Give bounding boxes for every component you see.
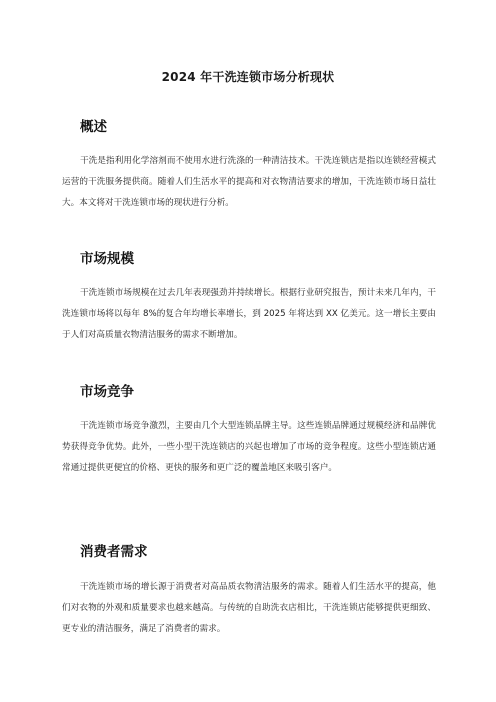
section-body-competition: 干洗连锁市场竞争激烈，主要由几个大型连锁品牌主导。这些连锁品牌通过规模经济和品牌优势获得竞争优势。此外，一些小型干洗连锁店的兴起也增加了市场的竞争程度。这些小型连锁店通常通过提供更便宜的价格、更快的服务和更广泛的覆盖地区来吸引客户。 — [62, 421, 436, 473]
section-body-market-size: 干洗连锁市场规模在过去几年表现强劲并持续增长。根据行业研究报告，预计未来几年内，干洗连锁市场将以每年 8%的复合年均增长率增长，到 2025 年将达到 XX 亿美元。这一增长主要由于人们对高质量衣物清洁服务的需求不断增加。 — [62, 288, 436, 340]
section-heading-market-size: 市场规模 — [80, 251, 134, 267]
section-heading-competition: 市场竞争 — [80, 384, 134, 400]
section-body-overview: 干洗是指利用化学溶剂而不使用水进行洗涤的一种清洁技术。干洗连锁店是指以连锁经营模式运营的干洗服务提供商。随着人们生活水平的提高和对衣物清洁要求的增加，干洗连锁市场日益壮大。本文将对干洗连锁市场的现状进行分析。 — [62, 156, 436, 208]
document-title: 2024 年干洗连锁市场分析现状 — [161, 70, 335, 84]
section-heading-consumer-demand: 消费者需求 — [80, 544, 148, 560]
section-body-consumer-demand: 干洗连锁市场的增长源于消费者对高品质衣物清洁服务的需求。随着人们生活水平的提高，他们对衣物的外观和质量要求也越来越高。与传统的自助洗衣店相比，干洗连锁店能够提供更细致、更专业的清洁服务，满足了消费者的需求。 — [62, 582, 436, 634]
section-heading-overview: 概述 — [80, 119, 107, 135]
